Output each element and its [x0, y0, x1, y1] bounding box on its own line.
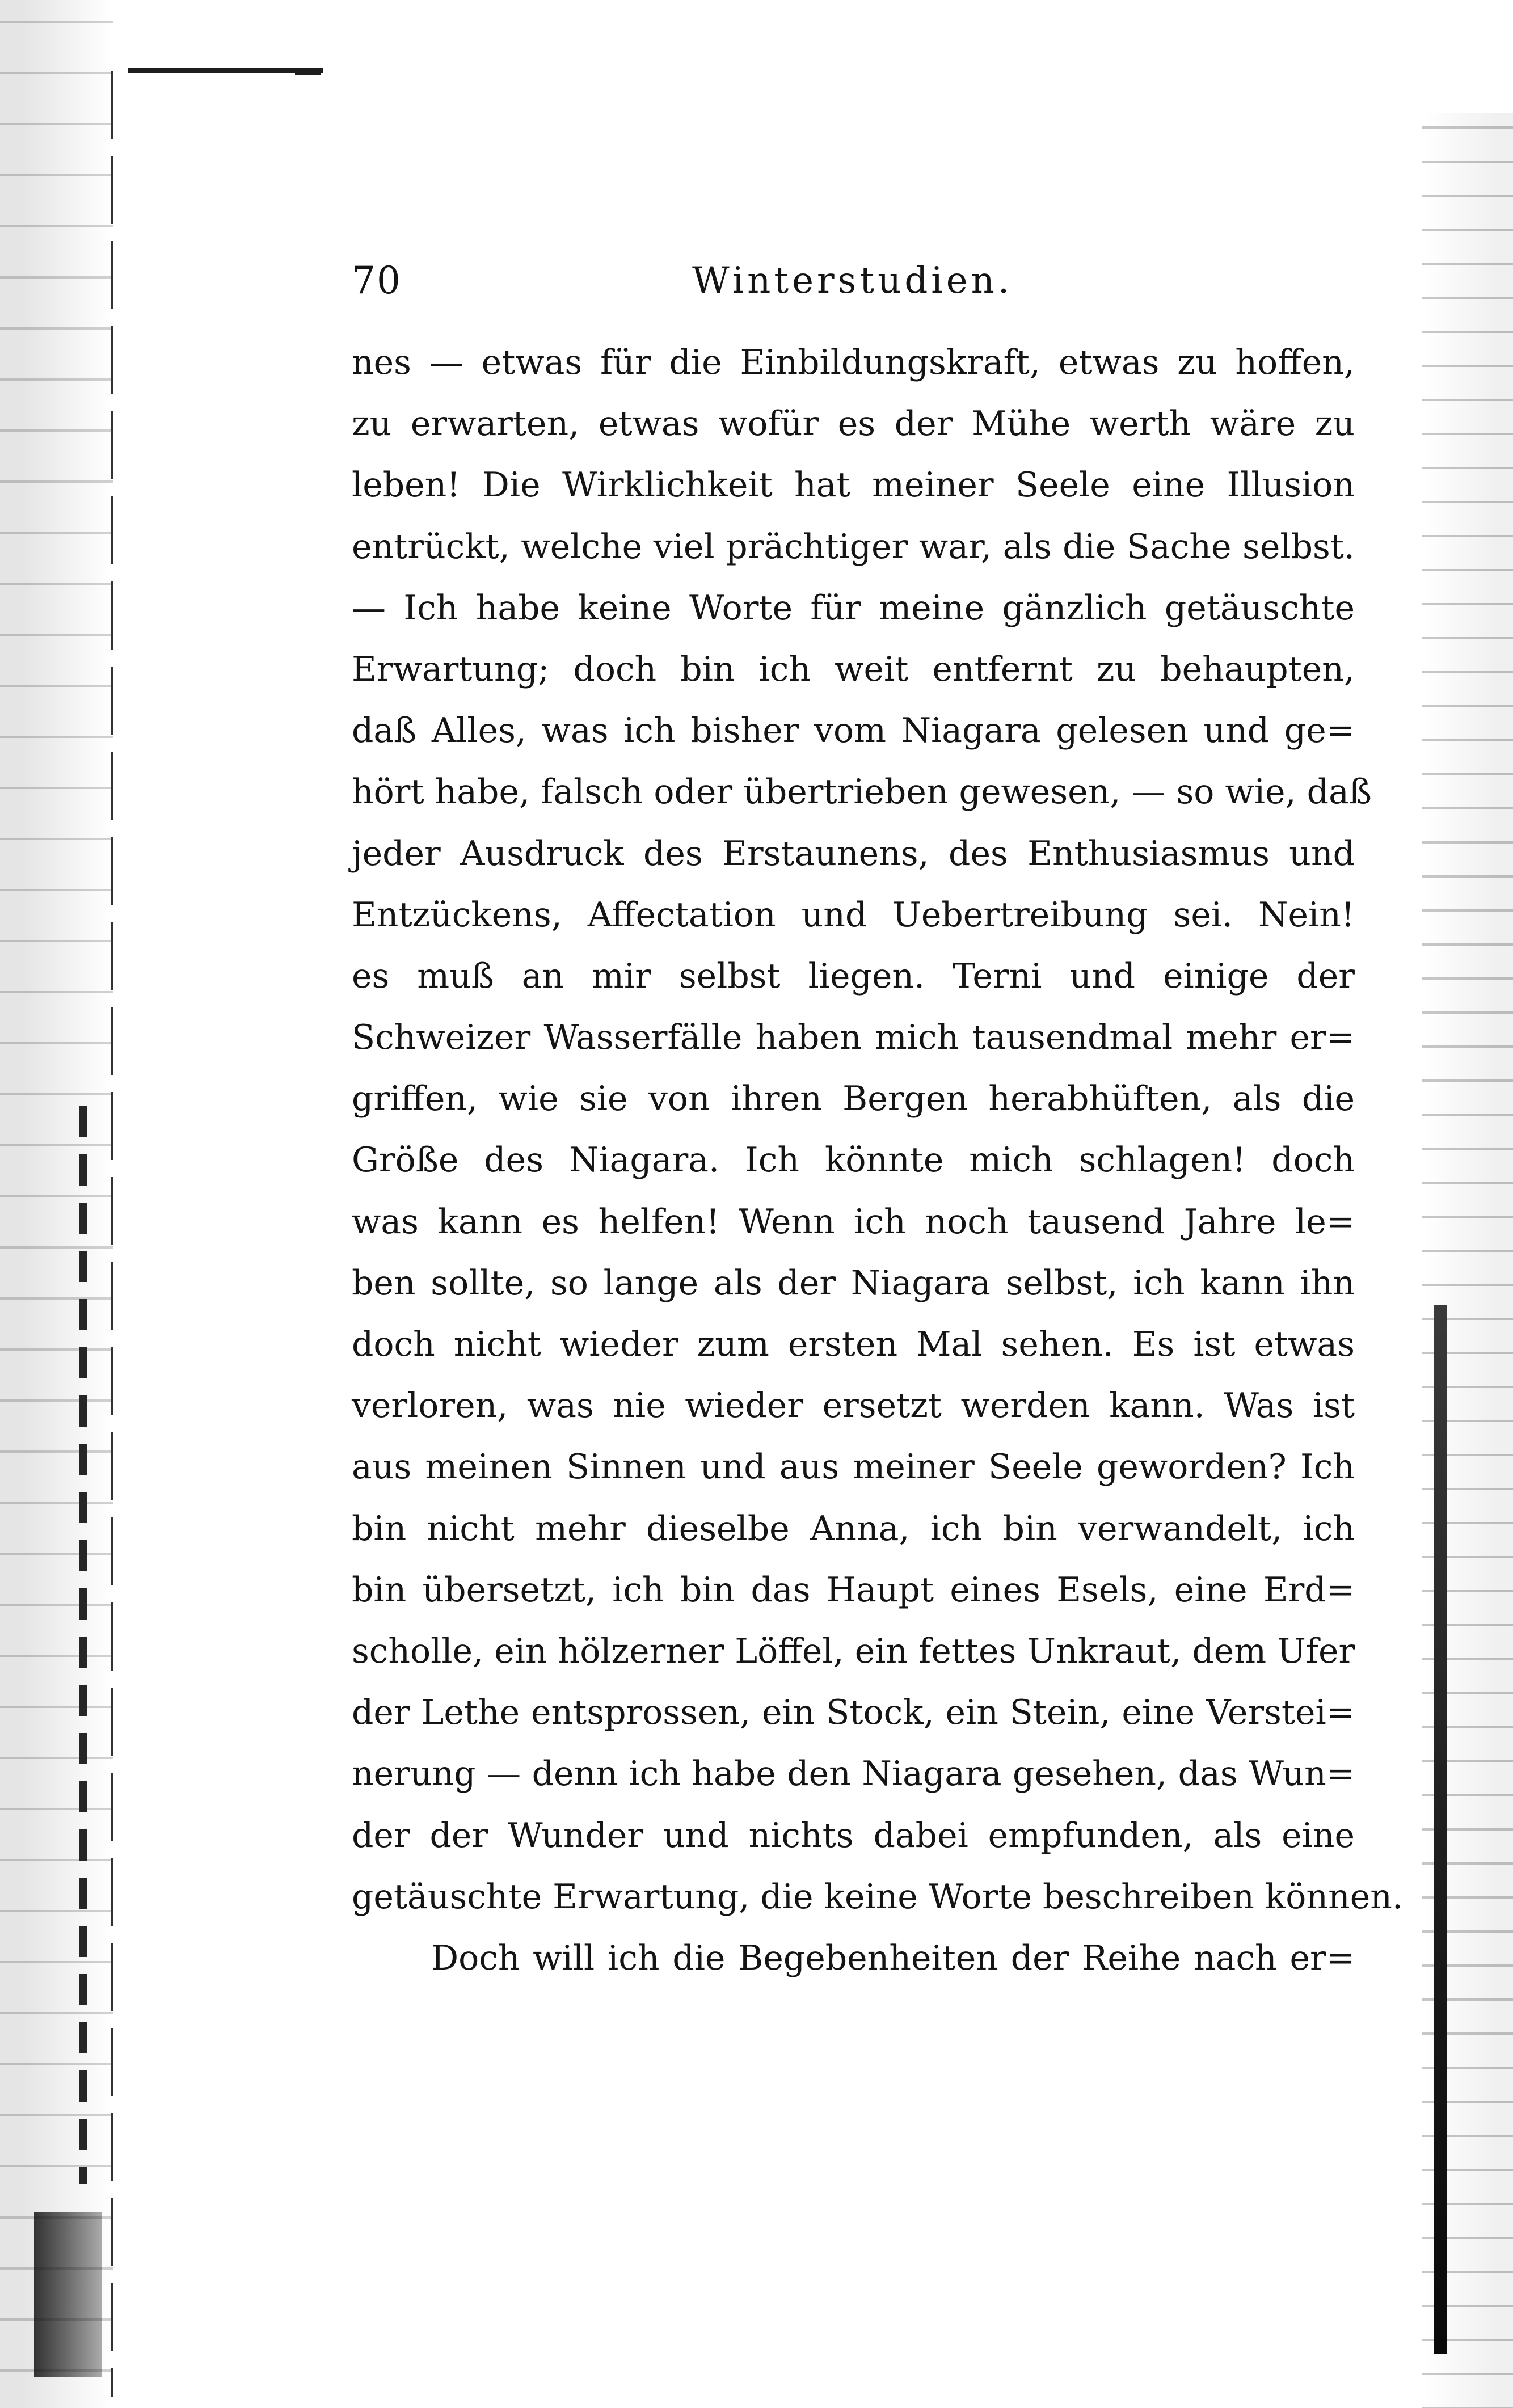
- text-line: scholle, ein hölzerner Löffel, ein fettes Unkraut, dem Ufer: [352, 1631, 1355, 1671]
- text-line: der Lethe entsprossen, ein Stock, ein Stein, eine Verstei=: [352, 1693, 1355, 1733]
- text-line: bin übersetzt, ich bin das Haupt eines Esels, eine Erd=: [352, 1570, 1355, 1610]
- text-line: was kann es helfen! Wenn ich noch tausend Jahre le=: [352, 1201, 1355, 1242]
- text-line: der der Wunder und nichts dabei empfunden, als eine: [352, 1815, 1355, 1855]
- text-line: aus meinen Sinnen und aus meiner Seele geworden? Ich: [352, 1447, 1355, 1487]
- scan-edge-right-bar: [1434, 1305, 1447, 2354]
- text-line: Erwartung; doch bin ich weit entfernt zu behaupten,: [352, 649, 1355, 689]
- text-line: daß Alles, was ich bisher vom Niagara gelesen und ge=: [352, 711, 1355, 751]
- text-line: ben sollte, so lange als der Niagara selbst, ich kann ihn: [352, 1263, 1355, 1303]
- text-line: zu erwarten, etwas wofür es der Mühe werth wäre zu: [352, 404, 1355, 444]
- text-line: getäuschte Erwartung, die keine Worte beschreiben können.: [352, 1876, 1403, 1917]
- scan-top-rule: [128, 68, 323, 73]
- scan-edge-left-blotch: [34, 2212, 102, 2377]
- scan-binding-line: [111, 71, 113, 2397]
- scan-top-rule-tail: [295, 72, 321, 75]
- text-line: nerung — denn ich habe den Niagara gesehen, das Wun=: [352, 1754, 1355, 1794]
- text-line: — Ich habe keine Worte für meine gänzlich getäuschte: [352, 588, 1355, 628]
- text-line: Schweizer Wasserfälle haben mich tausendmal mehr er=: [352, 1018, 1355, 1058]
- running-head: [352, 255, 1061, 306]
- text-line: doch nicht wieder zum ersten Mal sehen. Es ist etwas: [352, 1325, 1355, 1364]
- text-line: nes — etwas für die Einbildungskraft, etwas zu hoffen,: [352, 343, 1355, 382]
- body-text: [352, 332, 1403, 1989]
- text-line: Entzückens, Affectation und Uebertreibung sei. Nein!: [352, 895, 1355, 935]
- text-line: es muß an mir selbst liegen. Terni und einige der: [352, 956, 1355, 996]
- running-title: Winterstudien.: [692, 260, 1013, 302]
- text-line: Größe des Niagara. Ich könnte mich schlagen! doch: [352, 1140, 1355, 1180]
- scan-edge-left-bar: [79, 1106, 87, 2184]
- text-line: bin nicht mehr dieselbe Anna, ich bin verwandelt, ich: [352, 1508, 1355, 1549]
- scan-edge-left: [0, 0, 113, 2408]
- text-line: jeder Ausdruck des Erstaunens, des Enthusiasmus und: [352, 833, 1355, 874]
- page-number: 70: [352, 259, 402, 302]
- text-line: verloren, was nie wieder ersetzt werden kann. Was ist: [352, 1386, 1355, 1426]
- text-line: leben! Die Wirklichkeit hat meiner Seele eine Illusion: [352, 465, 1355, 505]
- text-line: griffen, wie sie von ihren Bergen herabhüften, als die: [352, 1079, 1355, 1119]
- text-line: entrückt, welche viel prächtiger war, als die Sache selbst.: [352, 526, 1355, 567]
- text-line: hört habe, falsch oder übertrieben gewesen, — so wie, daß: [352, 772, 1372, 812]
- text-line-paragraph-start: Doch will ich die Begebenheiten der Reihe nach er=: [431, 1938, 1355, 1978]
